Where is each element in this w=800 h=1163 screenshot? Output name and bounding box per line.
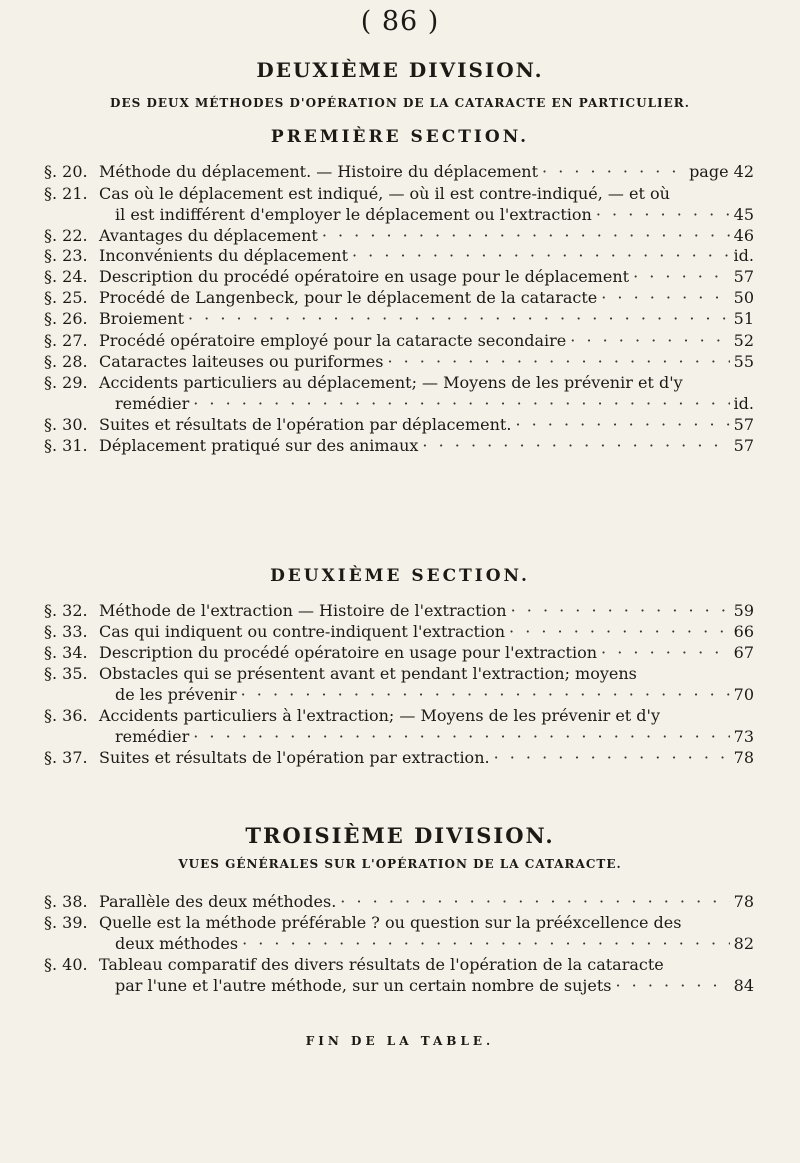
toc-entry — [44, 372, 754, 414]
toc-entry — [44, 600, 754, 621]
dot-leader — [340, 891, 729, 912]
page-reference: 52 — [733, 331, 754, 350]
dot-leader — [511, 600, 730, 621]
entry-title: Inconvénients du déplacement — [99, 246, 348, 265]
toc-line — [99, 330, 754, 351]
page-reference: 45 — [733, 205, 754, 224]
toc-entry — [44, 266, 754, 287]
toc-line — [99, 600, 754, 621]
section-2-title: DEUXIÈME SECTION. — [270, 566, 530, 586]
section-number: §. 24. — [44, 267, 88, 286]
toc-entry — [44, 308, 754, 329]
page-reference: id. — [733, 246, 754, 265]
toc-line — [99, 435, 754, 456]
entry-title: Suites et résultats de l'opération par déplacement. — [99, 415, 512, 434]
page-reference: 70 — [733, 685, 754, 704]
toc-entry — [44, 287, 754, 308]
section-number: §. 28. — [44, 352, 88, 371]
page-reference: 55 — [733, 352, 754, 371]
toc-entry — [44, 435, 754, 456]
page-reference: 78 — [733, 892, 754, 911]
dot-leader — [352, 245, 730, 266]
entry-title: Suites et résultats de l'opération par extraction. — [99, 748, 490, 767]
entry-title: remédier — [115, 727, 190, 746]
toc-entry — [44, 414, 754, 435]
toc-line — [99, 705, 754, 726]
entry-title: Déplacement pratiqué sur des animaux — [99, 436, 419, 455]
toc-entry — [44, 642, 754, 663]
entry-title: Cataractes laiteuses ou puriformes — [99, 352, 384, 371]
page-reference: id. — [733, 394, 754, 413]
entry-title: Méthode de l'extraction — Histoire de l'extraction — [99, 601, 507, 620]
toc-line — [99, 393, 754, 414]
toc-line — [99, 161, 754, 182]
dot-leader — [601, 287, 729, 308]
dot-leader — [515, 414, 729, 435]
dot-leader — [542, 161, 685, 182]
entry-title: Parallèle des deux méthodes. — [99, 892, 337, 911]
toc-entry — [44, 621, 754, 642]
section-number: §. 38. — [44, 892, 88, 911]
toc-line — [99, 266, 754, 287]
toc-line — [99, 225, 754, 246]
dot-leader — [616, 975, 730, 996]
toc-line — [99, 747, 754, 768]
dot-leader — [193, 393, 729, 414]
toc-line — [99, 621, 754, 642]
section-number: §. 21. — [44, 184, 88, 203]
toc-entry — [44, 912, 754, 954]
toc-line — [99, 183, 754, 204]
page-reference: page 42 — [689, 162, 754, 181]
section-number: §. 31. — [44, 436, 88, 455]
entry-title: Cas qui indiquent ou contre-indiquent l'extraction — [99, 622, 506, 641]
entry-title: Obstacles qui se présentent avant et pendant l'extraction; moyens — [99, 664, 637, 683]
entry-title: Tableau comparatif des divers résultats de l'opération de la cataracte — [99, 955, 664, 974]
section-number: §. 35. — [44, 664, 88, 683]
dot-leader — [387, 351, 729, 372]
page-reference: 84 — [733, 976, 754, 995]
section-number: §. 36. — [44, 706, 88, 725]
toc-entry — [44, 161, 754, 182]
toc-line — [99, 372, 754, 393]
toc-entry — [44, 705, 754, 747]
dot-leader — [322, 225, 730, 246]
toc-entry — [44, 330, 754, 351]
toc-line — [99, 414, 754, 435]
toc-line — [99, 912, 754, 933]
toc-line — [99, 204, 754, 225]
page-reference: 57 — [733, 415, 754, 434]
toc-entry — [44, 663, 754, 705]
section-1-title: PREMIÈRE SECTION. — [270, 127, 530, 147]
section-number: §. 34. — [44, 643, 88, 662]
toc-entry — [44, 245, 754, 266]
entry-title: deux méthodes — [115, 934, 239, 953]
entry-title: Cas où le déplacement est indiqué, — où il est contre-indiqué, — et où — [99, 184, 670, 203]
entry-title: Accidents particuliers au déplacement; — Moyens de les prévenir et d'y — [99, 373, 683, 392]
page-reference: 67 — [733, 643, 754, 662]
dot-leader — [570, 330, 729, 351]
entry-title: remédier — [115, 394, 190, 413]
toc-entry — [44, 954, 754, 996]
dot-leader — [633, 266, 730, 287]
section-number: §. 22. — [44, 226, 88, 245]
dot-leader — [193, 726, 729, 747]
page-reference: 50 — [733, 288, 754, 307]
toc-entry — [44, 891, 754, 912]
dot-leader — [601, 642, 730, 663]
division-2-subtitle: DES DEUX MÉTHODES D'OPÉRATION DE LA CATARACTE EN PARTICULIER. — [110, 96, 690, 110]
section-number: §. 32. — [44, 601, 88, 620]
page-reference: 73 — [733, 727, 754, 746]
entry-title: il est indifférent d'employer le déplacement ou l'extraction — [115, 205, 592, 224]
section-number: §. 30. — [44, 415, 88, 434]
section-number: §. 27. — [44, 331, 88, 350]
toc-line — [99, 642, 754, 663]
section-number: §. 29. — [44, 373, 88, 392]
toc-line — [99, 663, 754, 684]
page-reference: 51 — [733, 309, 754, 328]
division-2-title: DEUXIÈME DIVISION. — [256, 58, 544, 82]
toc-line — [99, 954, 754, 975]
dot-leader — [422, 435, 729, 456]
entry-title: Méthode du déplacement. — Histoire du déplacement — [99, 162, 539, 181]
division-3-subtitle: VUES GÉNÉRALES SUR L'OPÉRATION DE LA CATARACTE. — [178, 857, 622, 871]
page-reference: 59 — [733, 601, 754, 620]
dot-leader — [509, 621, 730, 642]
section-number: §. 33. — [44, 622, 88, 641]
toc-line — [99, 684, 754, 705]
toc-line — [99, 891, 754, 912]
toc-line — [99, 975, 754, 996]
section-number: §. 37. — [44, 748, 88, 767]
toc-entry — [44, 183, 754, 225]
entry-title: de les prévenir — [115, 685, 237, 704]
toc-line — [99, 933, 754, 954]
section-number: §. 20. — [44, 162, 88, 181]
toc-line — [99, 287, 754, 308]
page-reference: 57 — [733, 436, 754, 455]
page-reference: 46 — [733, 226, 754, 245]
section-number: §. 39. — [44, 913, 88, 932]
page-number: ( 86 ) — [360, 6, 440, 37]
entry-title: Broiement — [99, 309, 184, 328]
page-reference: 66 — [733, 622, 754, 641]
dot-leader — [596, 204, 730, 225]
toc-line — [99, 351, 754, 372]
entry-title: Procédé opératoire employé pour la cataracte secondaire — [99, 331, 567, 350]
dot-leader — [188, 308, 730, 329]
entry-title: Description du procédé opératoire en usage pour l'extraction — [99, 643, 598, 662]
entry-title: Description du procédé opératoire en usage pour le déplacement — [99, 267, 630, 286]
toc-entry — [44, 225, 754, 246]
toc-line — [99, 726, 754, 747]
toc-line — [99, 308, 754, 329]
section-number: §. 40. — [44, 955, 88, 974]
page-reference: 82 — [733, 934, 754, 953]
section-number: §. 25. — [44, 288, 88, 307]
toc-entry — [44, 747, 754, 768]
entry-title: Procédé de Langenbeck, pour le déplacement de la cataracte — [99, 288, 598, 307]
section-number: §. 26. — [44, 309, 88, 328]
entry-title: par l'une et l'autre méthode, sur un certain nombre de sujets — [115, 976, 612, 995]
entry-title: Avantages du déplacement — [99, 226, 318, 245]
section-number: §. 23. — [44, 246, 88, 265]
toc-line — [99, 245, 754, 266]
division-3-title: TROISIÈME DIVISION. — [245, 823, 555, 848]
page-reference: 57 — [733, 267, 754, 286]
dot-leader — [242, 933, 730, 954]
end-of-table: FIN DE LA TABLE. — [305, 1034, 495, 1048]
dot-leader — [494, 747, 730, 768]
toc-entry — [44, 351, 754, 372]
dot-leader — [241, 684, 730, 705]
entry-title: Accidents particuliers à l'extraction; — Moyens de les prévenir et d'y — [99, 706, 660, 725]
page-reference: 78 — [733, 748, 754, 767]
entry-title: Quelle est la méthode préférable ? ou question sur la prééxcellence des — [99, 913, 682, 932]
